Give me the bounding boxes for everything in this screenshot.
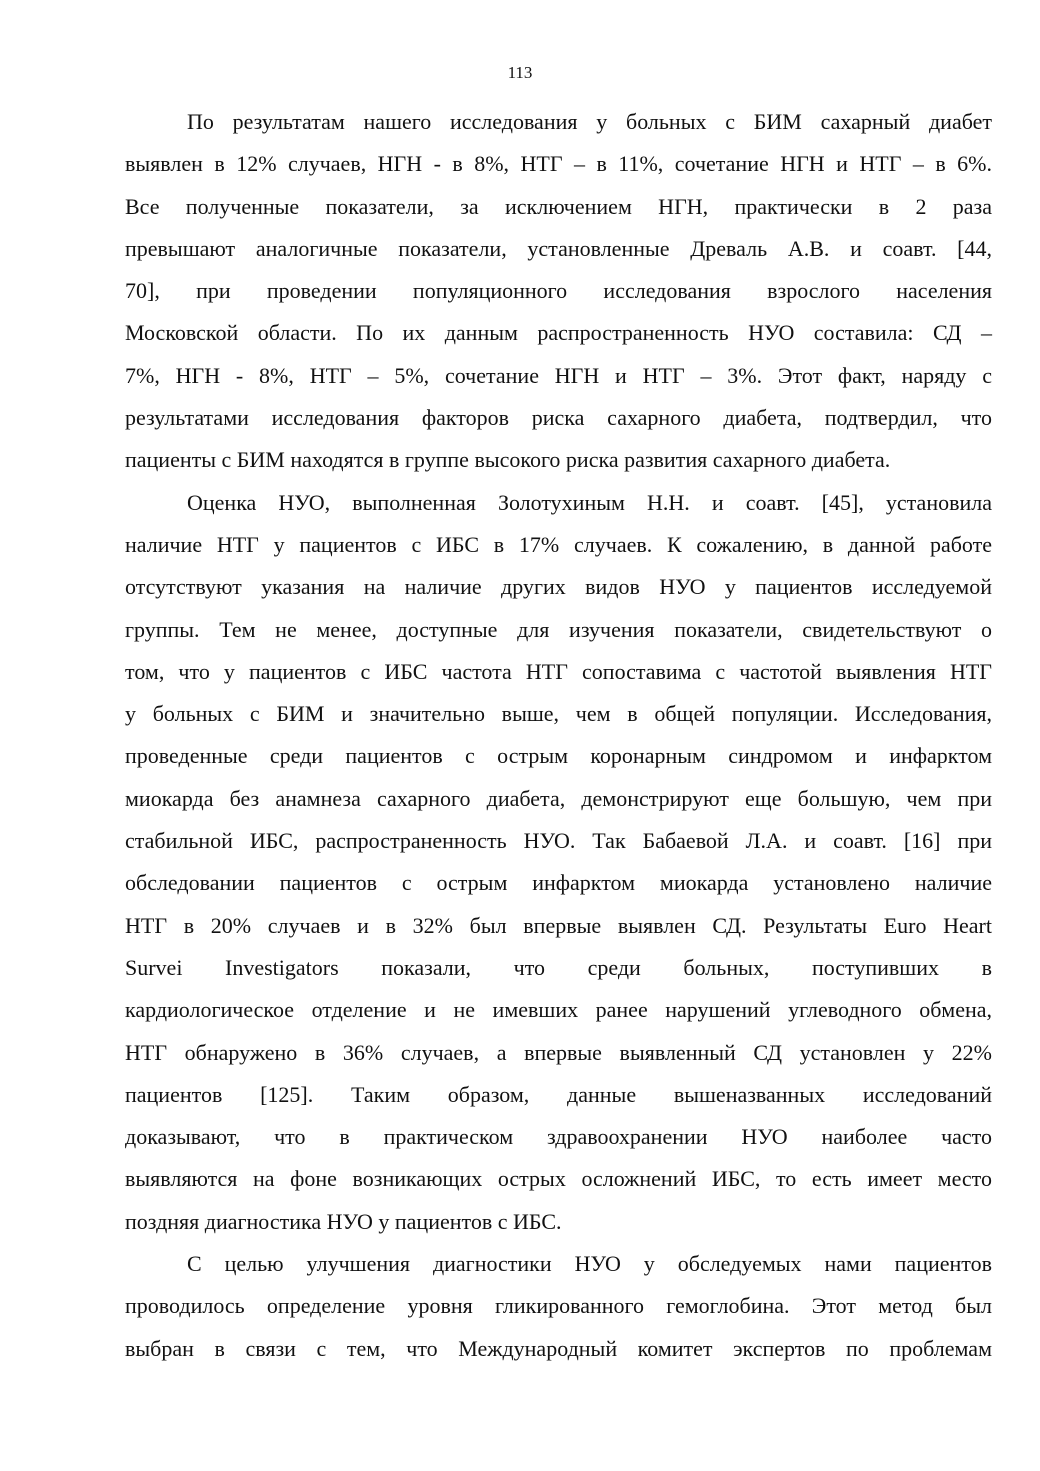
text-line: выявляются на фоне возникающих острых осложнений ИБС, то есть имеет место — [125, 1166, 992, 1192]
text-line: 70], при проведении популяционного исследования взрослого населения — [125, 278, 992, 304]
text-line: С целью улучшения диагностики НУО у обследуемых нами пациентов — [187, 1251, 992, 1277]
text-line: Московской области. По их данным распространенность НУО составила: СД – — [125, 320, 992, 346]
text-line: пациенты с БИМ находятся в группе высокого риска развития сахарного диабета. — [125, 447, 891, 473]
text-line: 7%, НГН - 8%, НТГ – 5%, сочетание НГН и НТГ – 3%. Этот факт, наряду с — [125, 362, 992, 388]
text-line: обследовании пациентов с острым инфарктом миокарда установлено наличие — [125, 870, 992, 896]
text-line: миокарда без анамнеза сахарного диабета, демонстрируют еще большую, чем при — [125, 785, 992, 811]
page-number: 113 — [507, 63, 533, 82]
paragraph — [125, 1243, 992, 1370]
text-line: доказывают, что в практическом здравоохранении НУО наиболее часто — [125, 1124, 992, 1150]
text-line: По результатам нашего исследования у больных с БИМ сахарный диабет — [187, 109, 992, 134]
document-body — [125, 101, 992, 1370]
text-line: Оценка НУО, выполненная Золотухиным Н.Н. и соавт. [45], установила — [187, 489, 992, 515]
text-line: группы. Тем не менее, доступные для изучения показатели, свидетельствуют о — [125, 616, 992, 642]
paragraph — [125, 482, 992, 1243]
text-line: выявлен в 12% случаев, НГН - в 8%, НТГ – в 11%, сочетание НГН и НТГ – в 6%. — [125, 151, 992, 177]
text-line: поздняя диагностика НУО у пациентов с ИБС. — [125, 1208, 562, 1234]
text-line: стабильной ИБС, распространенность НУО. Так Бабаевой Л.А. и соавт. [16] при — [125, 828, 992, 854]
text-line: НТГ обнаружено в 36% случаев, а впервые выявленный СД установлен у 22% — [125, 1039, 992, 1065]
text-line: выбран в связи с тем, что Международный комитет экспертов по проблемам — [125, 1335, 992, 1361]
text-line: отсутствуют указания на наличие других видов НУО у пациентов исследуемой — [125, 574, 992, 600]
text-line: результатами исследования факторов риска сахарного диабета, подтвердил, что — [125, 405, 992, 431]
text-line: превышают аналогичные показатели, установленные Древаль А.В. и соавт. [44, — [125, 235, 992, 261]
text-line: том, что у пациентов с ИБС частота НТГ сопоставима с частотой выявления НТГ — [125, 658, 992, 684]
text-line: у больных с БИМ и значительно выше, чем в общей популяции. Исследования, — [125, 701, 992, 727]
text-line: пациентов [125]. Таким образом, данные вышеназванных исследований — [125, 1081, 992, 1107]
text-line: проводилось определение уровня гликированного гемоглобина. Этот метод был — [125, 1293, 992, 1319]
text-line: кардиологическое отделение и не имевших ранее нарушений углеводного обмена, — [125, 997, 992, 1023]
paragraph — [125, 101, 992, 482]
text-line: Survei Investigators показали, что среди больных, поступивших в — [125, 954, 992, 980]
text-line: Все полученные показатели, за исключением НГН, практически в 2 раза — [125, 193, 992, 219]
text-line: проведенные среди пациентов с острым коронарным синдромом и инфарктом — [125, 743, 992, 769]
text-line: НТГ в 20% случаев и в 32% был впервые выявлен СД. Результаты Euro Heart — [125, 912, 992, 938]
text-line: наличие НТГ у пациентов с ИБС в 17% случаев. К сожалению, в данной работе — [125, 531, 992, 557]
